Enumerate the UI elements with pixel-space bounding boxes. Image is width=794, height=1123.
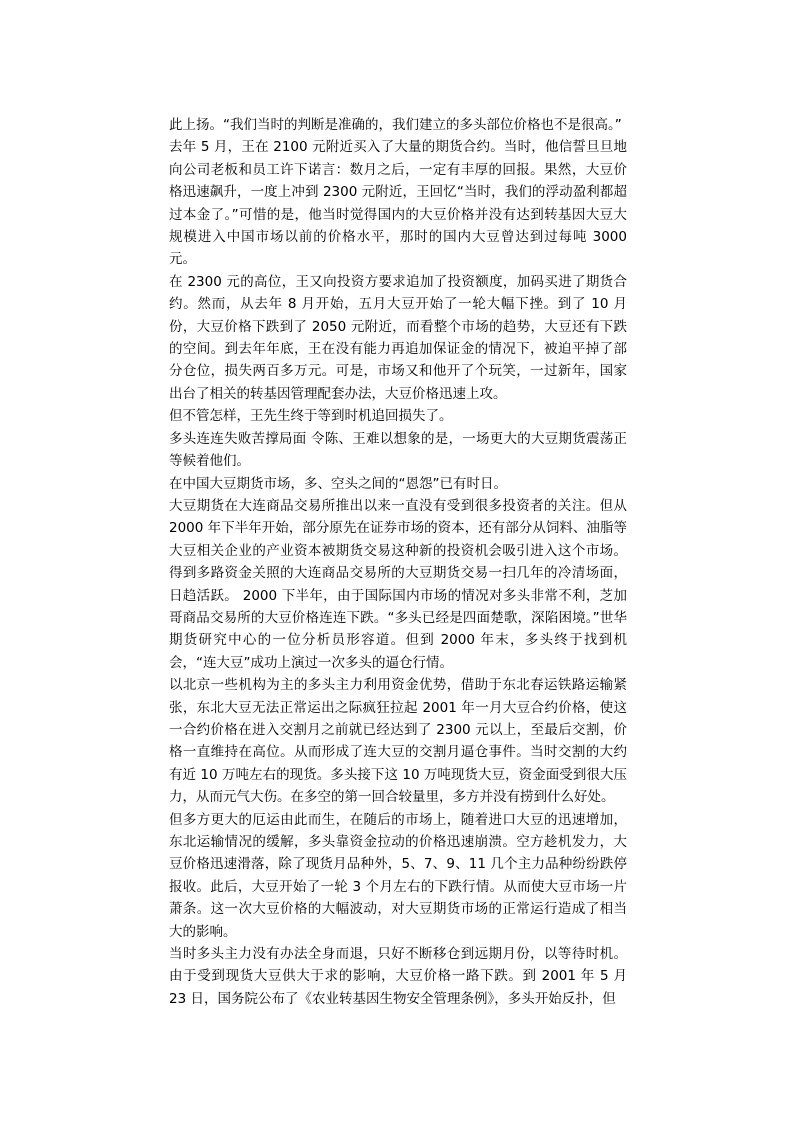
paragraph-2: 去年 5 月，王在 2100 元附近买入了大量的期货合约。当时，他信誓旦旦地向公司老板和员工许下诺言：数月之后，一定有丰厚的回报。果然，大豆价格迅速飙升，一度上冲到 2300 元附近，王回忆“当时，我们的浮动盈利都超过本金了。”可惜的是，他当时觉得国内的大豆价格并没有达到转基因大豆大规模进入中国市场以前的价格水平，那时的国内大豆曾达到过每吨 3000 元。 [169, 139, 627, 268]
paragraph-3: 在 2300 元的高位，王又向投资方要求追加了投资额度，加码买进了期货合约。然而，从去年 8 月开始，五月大豆开始了一轮大幅下挫。到了 10 月份，大豆价格下跌到了 2050 元附近，而看整个市场的趋势，大豆还有下跌的空间。到去年年底，王在没有能力再追加保证金的情况下，被迫平掉了部分仓位，损失两百多万元。可是，市场又和他开了个玩笑，一过新年，国家出台了相关的转基因管理配套办法，大豆价格迅速上攻。 [169, 273, 627, 402]
paragraph-4: 但不管怎样，王先生终于等到时机追回损失了。 [169, 408, 453, 425]
paragraph-1: 此上扬。“我们当时的判断是准确的，我们建立的多头部位价格也不是很高。” [169, 117, 622, 133]
paragraph-7: 大豆期货在大连商品交易所推出以来一直没有受到很多投资者的关注。但从 2000 年下半年开始，部分原先在证券市场的资本，还有部分从饲料、油脂等大豆相关企业的产业资本被期货交易这种新的投资机会吸引进入这个市场。得到多路资金关照的大连商品交易所的大豆期货交易一扫几年的冷清场面，日趋活跃。 2000 下半年，由于国际国内市场的情况对多头非常不利，芝加哥商品交易所的大豆价格连连下跌。“多头已经是四面楚歌，深陷困境。”世华期货研究中心的一位分析员形容道。但到 2000 年末，多头终于找到机会，“连大豆”成功上演过一次多头的逼仓行情。 [169, 497, 627, 671]
paragraph-10: 当时多头主力没有办法全身而退，只好不断移仓到远期月份，以等待时机。由于受到现货大豆供大于求的影响，大豆价格一路下跌。到 2001 年 5 月 23 日，国务院公布了《农业转基因生物安全管理条例》，多头开始反扑，但 [169, 946, 627, 1007]
document-body [169, 114, 627, 1010]
paragraph-5: 多头连连失败苦撑局面 令陈、王难以想象的是，一场更大的大豆期货震荡正等候着他们。 [169, 430, 627, 470]
paragraph-9: 但多方更大的厄运由此而生，在随后的市场上，随着进口大豆的迅速增加，东北运输情况的缓解，多头靠资金拉动的价格迅速崩溃。空方趁机发力，大豆价格迅速滑落，除了现货月品种外，5、7、9、11 几个主力品种纷纷跌停报收。此后，大豆开始了一轮 3 个月左右的下跌行情。从而使大豆市场一片萧条。这一次大豆价格的大幅波动，对大豆期货市场的正常运行造成了相当大的影响。 [169, 811, 627, 940]
paragraph-8: 以北京一些机构为主的多头主力利用资金优势，借助于东北春运铁路运输紧张，东北大豆无法正常运出之际疯狂拉起 2001 年一月大豆合约价格，使这一合约价格在进入交割月之前就已经达到了 2300 元以上，至最后交割，价格一直维持在高位。从而形成了连大豆的交割月逼仓事件。当时交割的大约有近 10 万吨左右的现货。多头接下这 10 万吨现货大豆，资金面受到很大压力，从而元气大伤。在多空的第一回合较量里，多方并没有捞到什么好处。 [169, 677, 627, 806]
paragraph-6: 在中国大豆期货市场，多、空头之间的“恩怨”已有时日。 [169, 475, 507, 492]
